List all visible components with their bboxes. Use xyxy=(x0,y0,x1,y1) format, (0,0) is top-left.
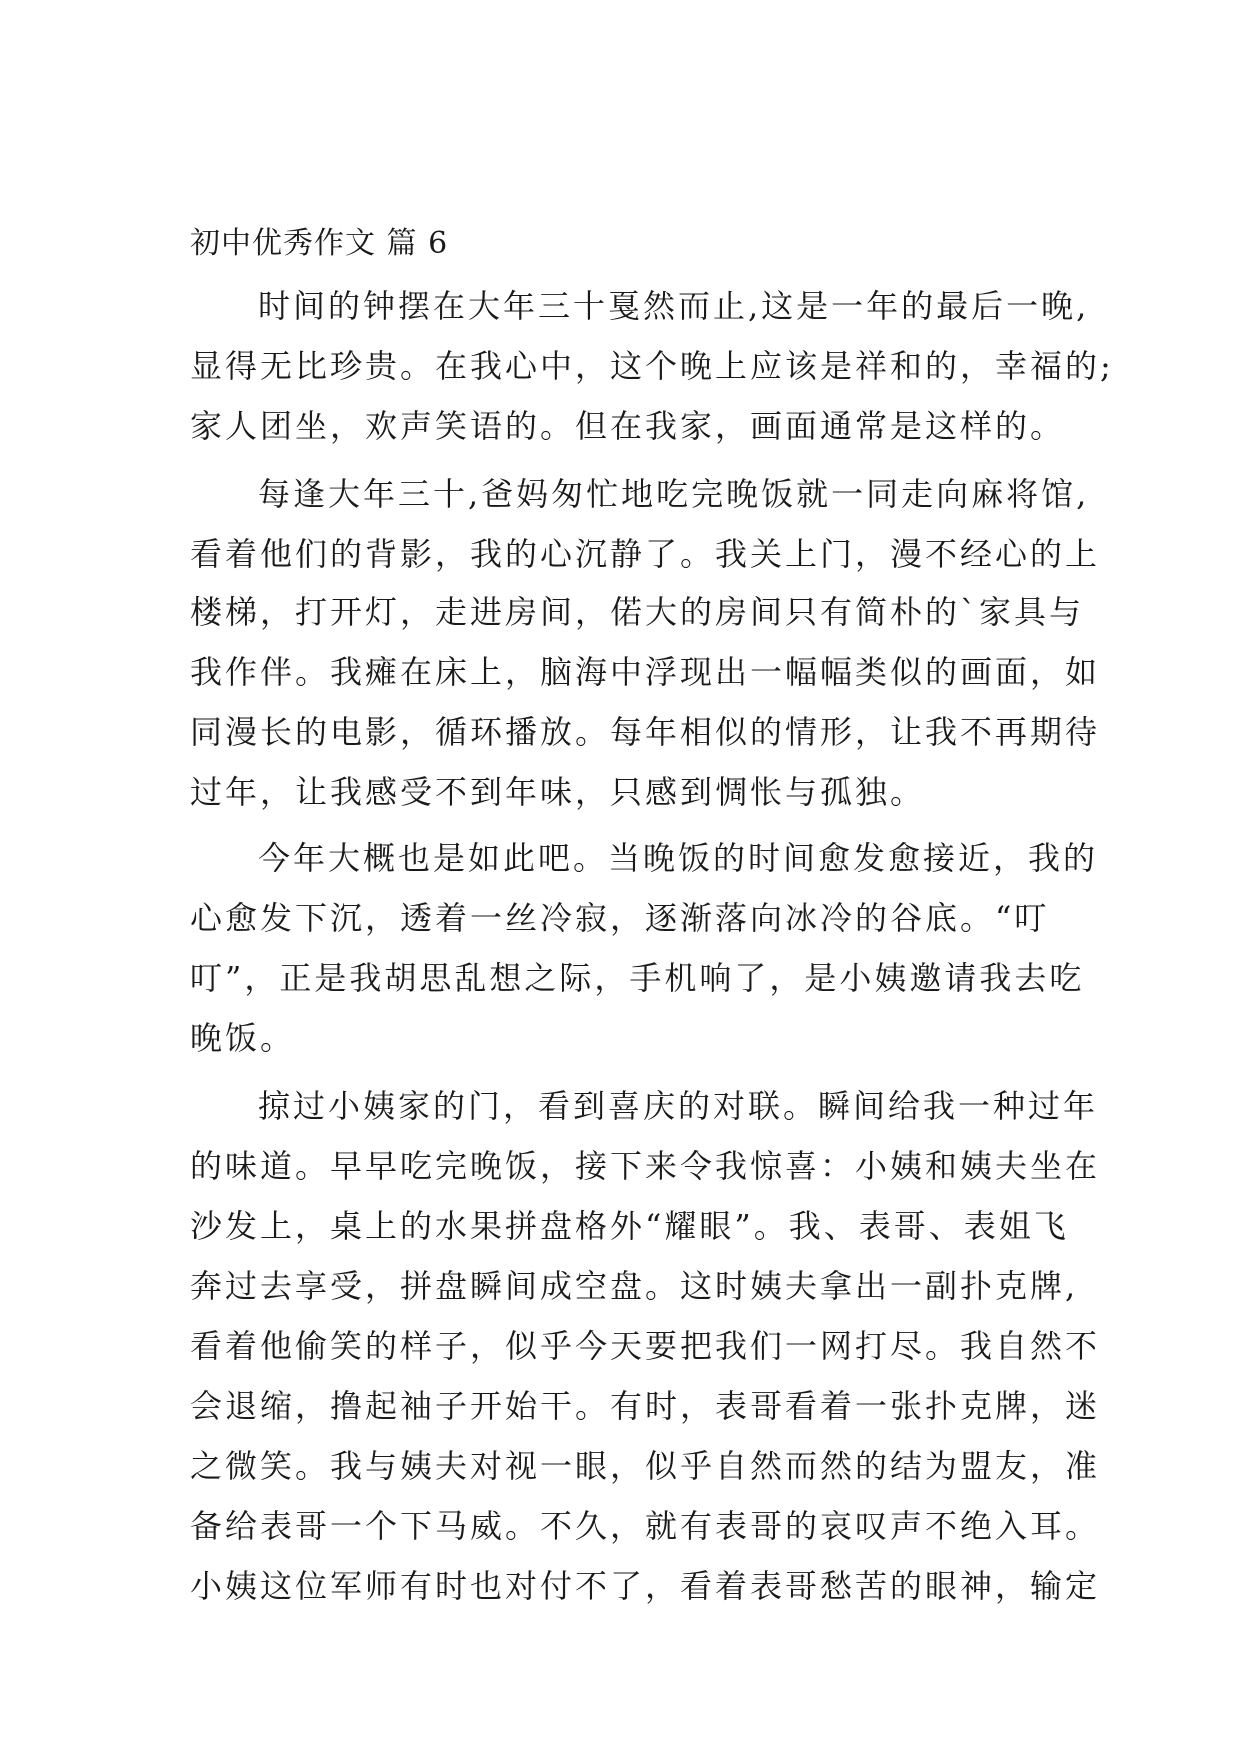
paragraph-2-line-4: 我作伴。我瘫在床上，脑海中浮现出一幅幅类似的画面，如 xyxy=(190,653,1101,691)
paragraph-3-line-3: 叮”，正是我胡思乱想之际，手机响了，是小姨邀请我去吃 xyxy=(190,959,1085,997)
paragraph-4-line-7: 之微笑。我与姨夫对视一眼，似乎自然而然的结为盟友，准 xyxy=(190,1447,1101,1485)
paragraph-1-line-3: 家人团坐，欢声笑语的。但在我家，画面通常是这样的。 xyxy=(190,407,1066,445)
paragraph-1-line-1: 时间的钟摆在大年三十戛然而止,这是一年的最后一晚, xyxy=(258,287,1090,325)
paragraph-3-line-1: 今年大概也是如此吧。当晚饭的时间愈发愈接近，我的 xyxy=(258,839,1099,877)
paragraph-4-line-8: 备给表哥一个下马威。不久，就有表哥的哀叹声不绝入耳。 xyxy=(190,1507,1101,1545)
paragraph-4-line-9: 小姨这位军师有时也对付不了，看着表哥愁苦的眼神，输定 xyxy=(190,1567,1101,1605)
paragraph-2-line-2: 看着他们的背影，我的心沉静了。我关上门，漫不经心的上 xyxy=(190,535,1101,573)
paragraph-1-line-2: 显得无比珍贵。在我心中，这个晚上应该是祥和的，幸福的; xyxy=(190,347,1114,385)
paragraph-2-line-6: 过年，让我感受不到年味，只感到惆怅与孤独。 xyxy=(190,773,926,811)
paragraph-4-line-6: 会退缩，撸起袖子开始干。有时，表哥看着一张扑克牌，迷 xyxy=(190,1387,1101,1425)
paragraph-2-line-1: 每逢大年三十,爸妈匆忙地吃完晚饭就一同走向麻将馆, xyxy=(258,475,1090,513)
paragraph-4-line-5: 看着他偷笑的样子，似乎今天要把我们一网打尽。我自然不 xyxy=(190,1327,1101,1365)
paragraph-2-line-5: 同漫长的电影，循环播放。每年相似的情形，让我不再期待 xyxy=(190,713,1101,751)
document-title: 初中优秀作文 篇 6 xyxy=(190,226,449,261)
paragraph-4-line-2: 的味道。早早吃完晚饭，接下来令我惊喜：小姨和姨夫坐在 xyxy=(190,1147,1101,1185)
paragraph-4-line-4: 奔过去享受，拼盘瞬间成空盘。这时姨夫拿出一副扑克牌, xyxy=(190,1267,1079,1305)
paragraph-4-line-3: 沙发上，桌上的水果拼盘格外“耀眼”。我、表哥、表姐飞 xyxy=(190,1207,1069,1245)
paragraph-3-line-2: 心愈发下沉，透着一丝冷寂，逐渐落向冰冷的谷底。“叮 xyxy=(190,899,1050,937)
paragraph-3-line-4: 晚饭。 xyxy=(190,1019,296,1057)
paragraph-4-line-1: 掠过小姨家的门，看到喜庆的对联。瞬间给我一种过年 xyxy=(258,1087,1099,1125)
paragraph-2-line-3: 楼梯，打开灯，走进房间，偌大的房间只有简朴的`家具与 xyxy=(190,593,1085,631)
